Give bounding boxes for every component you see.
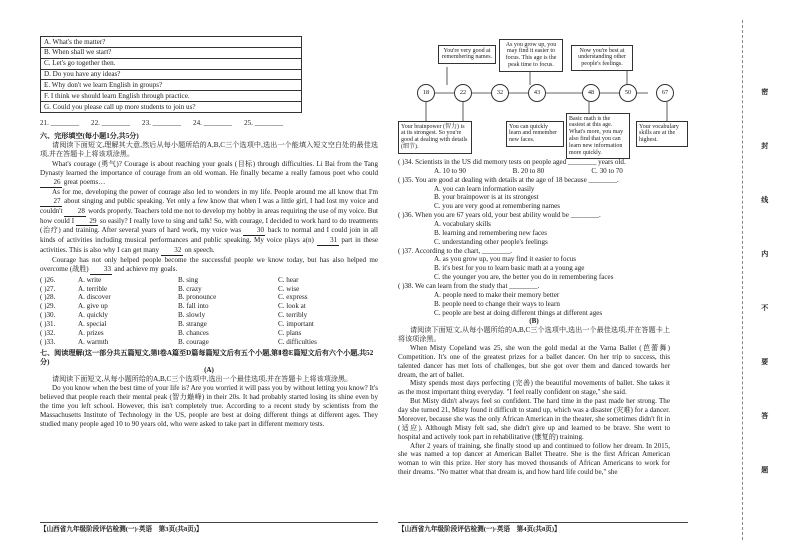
section6-instruction: 请阅读下面短文,理解其大意,然后从每小题所给的A,B,C三个选项中,选出一个能填入短文空白处的最佳选项,并在答题卡上将该项涂黑。	[40, 140, 378, 158]
age-circle: 22	[454, 84, 472, 102]
option-text: D. Do you have any ideas?	[41, 69, 302, 80]
footer-rule-left	[40, 522, 378, 523]
option-a: A. prizes	[78, 328, 104, 337]
option-b: B. sing	[178, 275, 199, 284]
question-number: ( )33.	[40, 337, 56, 346]
right-column	[398, 158, 670, 477]
text-segment: on speech.	[182, 246, 215, 255]
option-b: B. slowly	[178, 311, 206, 320]
section6-heading: 六、完形填空(每小题1分,共5分)	[40, 131, 139, 140]
answer-blank: 25. ________	[244, 119, 284, 128]
text-segment: Courage has not only helped people become the successful people we know today, but has also helped me overcome (战胜)	[40, 256, 378, 273]
blank-number: 26	[40, 178, 62, 188]
age-circle: 43	[528, 84, 546, 102]
question-number: ( )31.	[40, 320, 56, 329]
text-segment: great poems…	[62, 178, 106, 187]
text-segment: words properly. Teachers told me not to develop my hobby in areas requiring the use of my voice. But how could I	[40, 206, 378, 225]
section7-heading: 七、阅读理解(这一部分共五篇短文,第Ⅰ卷A篇至D篇每篇短文后有五个小题,第Ⅱ卷E篇短文后有六个小题,共52分)	[40, 348, 374, 366]
option-text: F. I think we should learn English through practice.	[41, 91, 302, 102]
question-options	[398, 185, 670, 212]
option-row	[41, 80, 302, 91]
text-segment: back to normal and I could join in all kinds of activities including musical performances and public speaking. My voice plays a(n)	[40, 226, 378, 245]
text-segment: What's courage (勇气)? Courage is about reaching your goals (目标) through difficulties. Li Bai from the Tang Dynasty learned the importance of courage from an old woman. He finally became a really famous poet who could	[40, 160, 378, 178]
passage-paragraph: When Misty Copeland was 25, she won the gold medal at the Varna Ballet (芭蕾舞) Competition. It's one of the greatest prizes for a ballet dancer. On her trip to success, this talented dancer has met lots of challenges, but she got over them and danced towards her dream, the art of ballet.	[398, 344, 670, 379]
option-text: B. When shall we start?	[41, 47, 302, 58]
option-b: B. strange	[178, 320, 207, 329]
text-segment: part in these activities. This is also why I can get many	[40, 236, 378, 255]
binding-char: 不	[760, 304, 769, 311]
footer-rule-right	[398, 522, 688, 523]
text-segment: about singing and public speaking. Yet only a few know that when I was a little girl, I had lost my voice and couldn't	[40, 196, 378, 215]
binding-char: 要	[760, 358, 769, 365]
part-b-label: (B)	[529, 317, 539, 326]
option-a: A. quickly	[78, 311, 108, 320]
question-number: ( )29.	[40, 302, 56, 311]
option-row	[41, 69, 302, 80]
part-a-paragraph: Do you know when the best time of your life is? Are you worried it will pass you by without letting you know? It's believed that people reach their mental peak (智力巅峰) in their 20s. It had probably started losing its shine even by the time you left school. However, this isn't completely true. According to a recent study by scientists from the Massachusetts Institute of Technology in the US, people are best at doing different things at different ages. They studied many people aged 10 to 90 years old, who were asked to take part in different memory tests.	[40, 384, 378, 428]
blank-number: 31	[317, 236, 339, 246]
cloze-paragraph-3	[40, 256, 378, 275]
option: B. people need to change their ways to learn	[434, 299, 560, 308]
option: A. 10 to 90	[434, 166, 466, 175]
option-row	[41, 58, 302, 69]
option-row	[41, 37, 302, 48]
question-options	[398, 167, 670, 176]
cloze-paragraph-1	[40, 160, 378, 188]
option: B. learning and remembering new faces	[434, 228, 548, 237]
age-circle: 18	[417, 84, 435, 102]
blank-number: 33	[90, 265, 112, 275]
diagram-box-feelings: Now you're best at understanding other people's feelings.	[571, 45, 633, 71]
option-c: C. terribly	[278, 311, 308, 320]
option-a: A. warmth	[78, 337, 109, 346]
choice-row	[40, 329, 378, 338]
age-circle: 50	[619, 84, 637, 102]
option: A. people need to make their memory better	[434, 290, 560, 299]
answer-blank: 21. ________	[40, 119, 80, 128]
option-c: C. wise	[278, 284, 300, 293]
option-a: A. terrible	[78, 284, 108, 293]
dialogue-options-box	[40, 36, 302, 113]
choice-row	[40, 302, 378, 311]
diagram-box-names: You're very good at remembering names.	[438, 45, 496, 64]
option-a: A. special	[78, 320, 107, 329]
option-b: B. courage	[178, 337, 209, 346]
option-c: C. express	[278, 293, 308, 302]
option: B. 20 to 80	[512, 166, 545, 175]
binding-char: 题	[760, 466, 769, 473]
option-row	[41, 102, 302, 113]
question-number: ( )26.	[40, 275, 56, 284]
question-stem: ( )34. Scientists in the US did memory tests on people aged ________ years old.	[398, 158, 626, 166]
option-a: A. write	[78, 275, 102, 284]
option-a: A. discover	[78, 293, 111, 302]
passage-paragraph: After 2 years of training, she finally stood up and continued to follow her dream. In 2015, she was named a top dancer at American Ballet Theatre. She is the first African American woman to win this prize. Her story has moved thousands of African Americans to work for their dreams. "No matter what that dream is, and how hard life could be," she	[398, 441, 670, 477]
option: C. people are best at doing different things at different ages	[434, 308, 603, 317]
question-stem: ( )38. We can learn from the study that ________.	[398, 282, 540, 291]
text-segment: and achieve my goals.	[112, 264, 178, 273]
option: A. as you grow up, you may find it easier to focus	[434, 255, 577, 264]
choice-row	[40, 338, 378, 347]
blank-number: 29	[76, 217, 98, 227]
question-stem: ( )37. According to the chart, ________.	[398, 246, 513, 255]
blank-number: 27	[40, 197, 62, 207]
option-c: C. important	[278, 320, 314, 329]
binding-char: 封	[760, 142, 769, 149]
age-circle: 67	[656, 84, 674, 102]
blank-number: 28	[64, 207, 86, 217]
text-segment: As for me, developing the power of courage also led to wonders in my life. People around me all know that I'm	[52, 188, 378, 197]
option: B. it's best for you to learn basic math at a young age	[434, 264, 585, 273]
part-a-label: (A)	[204, 366, 214, 375]
option-text: G. Could you please call up more students to join us?	[41, 102, 302, 113]
option-c: C. look at	[278, 302, 306, 311]
option-row	[41, 91, 302, 102]
passage-paragraph: But Misty didn't always feel so confident. The hard time in the past made her strong. The day she turned 21, Misty found it difficult to stand up, which was a disaster (灾难) for a dancer. Moreover, because she was the only African American in the theater, she sometimes didn't fit in (适应). Although Misty felt sad, she didn't give up and learned to be brave. She went to hospital and actively took part in rehabilitative (康复的) training.	[398, 397, 670, 441]
binding-dashed-line	[742, 20, 743, 540]
question-number: ( )27.	[40, 284, 56, 293]
diagram-box-faces: You can quickly learn and remember new faces.	[506, 121, 564, 147]
option: C. 30 to 70	[591, 166, 623, 175]
question-number: ( )30.	[40, 311, 56, 320]
option: C. the younger you are, the better you do in remembering faces	[434, 273, 614, 282]
diagram-box-brainpower: Your brainpower (智力) is at its strongest. So you're good at dealing with details (细节).	[398, 121, 472, 154]
binding-char: 密	[760, 88, 769, 95]
blank-number: 30	[243, 226, 265, 236]
option-text: E. Why don't we learn English in groups?	[41, 80, 302, 91]
option-c: C. hear	[278, 275, 299, 284]
option-row	[41, 47, 302, 58]
diagram-box-focus: As you grow up, you may find it easier to focus. This age is the peak time to focus.	[499, 39, 563, 72]
option: B. your brainpower is at its strongest	[434, 193, 539, 202]
option-b: B. crazy	[178, 284, 202, 293]
age-peak-diagram	[398, 37, 692, 155]
choice-row	[40, 311, 378, 320]
option-b: B. fall into	[178, 302, 209, 311]
cloze-choices	[40, 276, 378, 347]
age-circle: 32	[491, 84, 509, 102]
answer-blank: 23. ________	[142, 119, 182, 128]
age-circle: 48	[582, 84, 600, 102]
part-b-passage	[398, 344, 670, 477]
option-a: A. give up	[78, 302, 108, 311]
question-stem: ( )35. You are good at dealing with details at the age of 18 because ________.	[398, 175, 619, 184]
option-b: B. pronounce	[178, 293, 217, 302]
answer-line	[40, 119, 378, 128]
left-column	[40, 0, 378, 428]
option: C. understanding other people's feelings	[434, 237, 548, 246]
choice-row	[40, 285, 378, 294]
question-stem: ( )36. When you are 67 years old, your best ability would be ________.	[398, 211, 601, 220]
text-segment: so easily? I really love to sing and talk! So, with courage, I decided to work hard to do treatments (治疗) and training. After several years of hard work, my voice was	[40, 216, 378, 235]
choice-row	[40, 276, 378, 285]
blank-number: 32	[161, 246, 183, 256]
question-options	[398, 291, 670, 318]
answer-blank: 22. ________	[91, 119, 131, 128]
option: A. vocabulary skills	[434, 220, 491, 229]
cloze-paragraph-2	[40, 188, 378, 256]
diagram-box-math: Basic math is the easiest at this age. What's more, you may also find that you can learn new information more quickly.	[566, 113, 630, 159]
binding-char: 答	[760, 412, 769, 419]
option-text: A. What's the matter?	[41, 37, 302, 48]
option-b: B. chances	[178, 328, 209, 337]
binding-char: 内	[760, 250, 769, 257]
diagram-box-vocabulary: Your vocabulary skills are at the highest.	[636, 121, 688, 147]
option-text: C. Let's go together then.	[41, 58, 302, 69]
binding-margin	[722, 0, 794, 560]
binding-char: 线	[760, 196, 769, 203]
question-number: ( )32.	[40, 328, 56, 337]
option: A. you can learn information easily	[434, 184, 535, 193]
option-c: C. difficulties	[278, 337, 317, 346]
answer-blank: 24. ________	[193, 119, 233, 128]
part-b-instruction: 请阅读下面短文,从每小题所给的A,B,C三个选项中,选出一个最佳选项,并在答题卡上将该项涂黑。	[398, 326, 670, 344]
question-options	[398, 255, 670, 282]
footer-right: 【山西省九年级阶段评估检测(一)·英语 第4页(共8页)】	[398, 526, 561, 533]
option-c: C. plans	[278, 328, 302, 337]
footer-left: 【山西省九年级阶段评估检测(一)·英语 第3页(共8页)】	[40, 526, 203, 533]
question-number: ( )28.	[40, 293, 56, 302]
part-a-instruction: 请阅读下面短文,从每小题所给的A,B,C三个选项中,选出一个最佳选项,并在答题卡上将该项涂黑。	[52, 375, 353, 384]
choice-row	[40, 293, 378, 302]
option: C. you are very good at remembering names	[434, 202, 561, 211]
question-options	[398, 220, 670, 247]
reading-questions	[398, 158, 670, 317]
passage-paragraph: Misty spends most days perfecting (完善) the beautiful movements of ballet. She takes it as the most important thing everyday. "I feel really confident on stage," she said.	[398, 379, 670, 397]
choice-row	[40, 320, 378, 329]
